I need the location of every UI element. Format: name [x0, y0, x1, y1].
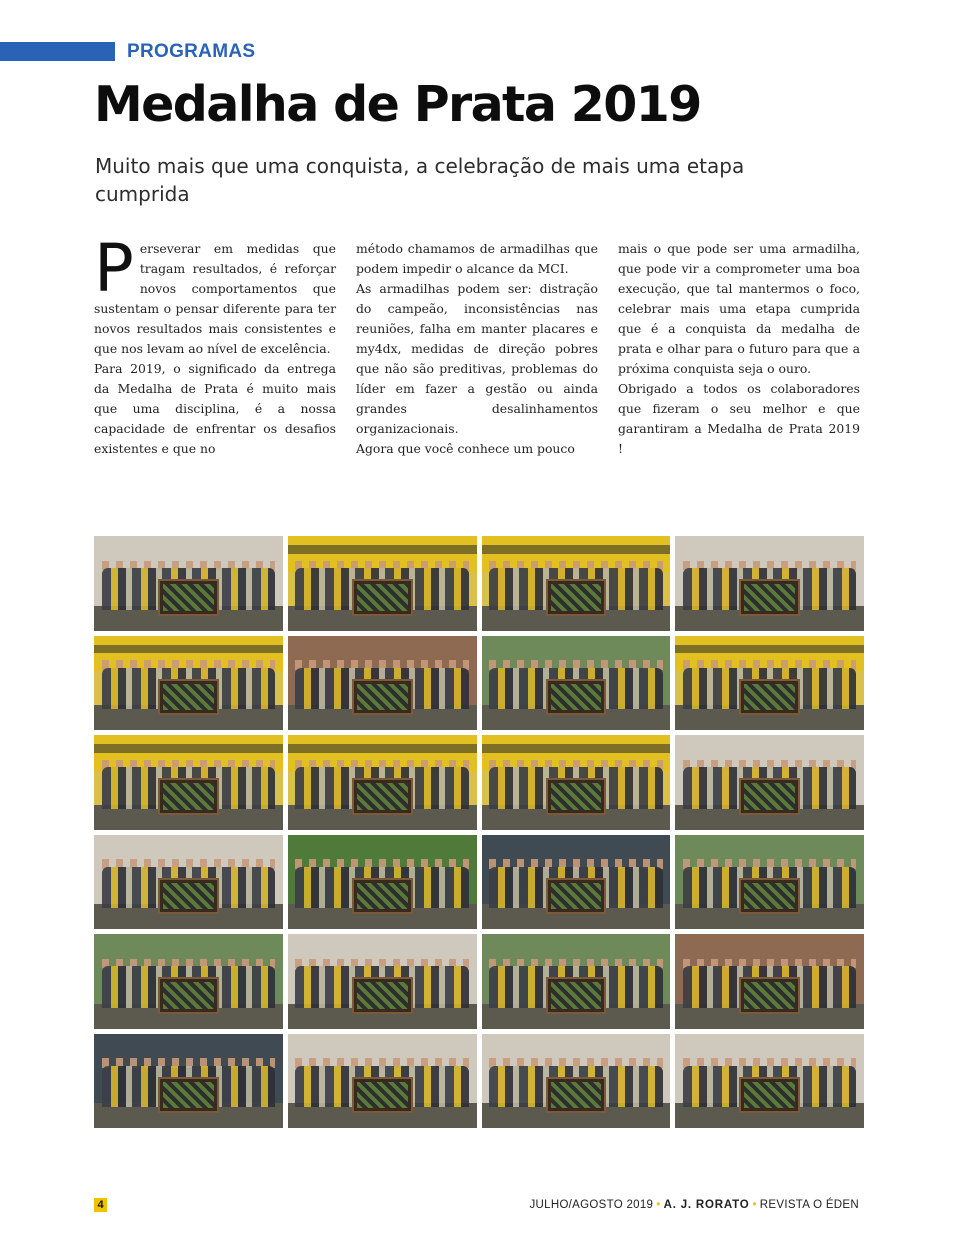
team-photo [288, 1034, 477, 1129]
team-photo [482, 1034, 671, 1129]
team-photo [482, 636, 671, 731]
team-photo [675, 636, 864, 731]
team-photo [675, 735, 864, 830]
team-photo [482, 536, 671, 631]
team-photo [94, 536, 283, 631]
team-photo [94, 735, 283, 830]
issue-date: JULHO/AGOSTO 2019 [529, 1199, 654, 1211]
section-color-bar [0, 42, 115, 61]
text-column-3 [618, 239, 860, 459]
photo-gallery [94, 536, 864, 1128]
paragraph: Para 2019, o significado da entrega da Medalha de Prata é muito mais que uma disciplina, é a nossa capacidade de enfrentar os desafios existentes e que no [94, 361, 336, 456]
footer-credits [529, 1199, 859, 1211]
team-photo [675, 1034, 864, 1129]
team-photo [288, 636, 477, 731]
paragraph: método chamamos de armadilhas que podem impedir o alcance da MCI. [356, 241, 598, 276]
article-title: Medalha de Prata 2019 [94, 76, 701, 133]
team-photo [94, 1034, 283, 1129]
team-photo [675, 536, 864, 631]
paragraph: As armadilhas podem ser: distração do campeão, inconsistências nas reuniões, falha em manter placares e my4dx, medidas de direção pobres que não são preditivas, problemas do líder em fazer a gestão ou ainda grandes desalinhamentos organizacionais. [356, 281, 598, 436]
drop-cap: P [94, 230, 134, 307]
team-photo [675, 934, 864, 1029]
page-number: 4 [94, 1198, 107, 1212]
team-photo [288, 835, 477, 930]
paragraph: Obrigado a todos os colaboradores que fizeram o seu melhor e que garantiram a Medalha de Prata 2019 ! [618, 381, 860, 456]
text-column-2 [356, 239, 598, 459]
magazine-name: REVISTA O ÉDEN [759, 1199, 859, 1211]
team-photo [675, 835, 864, 930]
team-photo [482, 835, 671, 930]
paragraph: Agora que você conhece um pouco [356, 441, 575, 456]
team-photo [288, 735, 477, 830]
team-photo [288, 536, 477, 631]
team-photo [482, 934, 671, 1029]
text-column-1 [94, 230, 336, 459]
footer-separator: • [752, 1199, 757, 1211]
section-label: PROGRAMAS [127, 41, 256, 62]
team-photo [482, 735, 671, 830]
team-photo [288, 934, 477, 1029]
paragraph: erseverar em medidas que tragam resultados, é reforçar novos comportamentos que sustentam o pensar diferente para ter novos resultados mais consistentes e que nos levam ao nível de excelência. [94, 241, 336, 356]
article-subtitle: Muito mais que uma conquista, a celebração de mais uma etapa cumprida [95, 154, 745, 206]
company-brand: A. J. RORATO [663, 1199, 750, 1211]
team-photo [94, 636, 283, 731]
team-photo [94, 934, 283, 1029]
team-photo [94, 835, 283, 930]
paragraph: mais o que pode ser uma armadilha, que pode vir a comprometer uma boa execução, que tal mantermos o foco, celebrar mais uma etapa cumprida que é a conquista da medalha de prata e olhar para o futuro para que a próxima conquista seja o ouro. [618, 241, 860, 376]
footer-separator: • [656, 1199, 661, 1211]
